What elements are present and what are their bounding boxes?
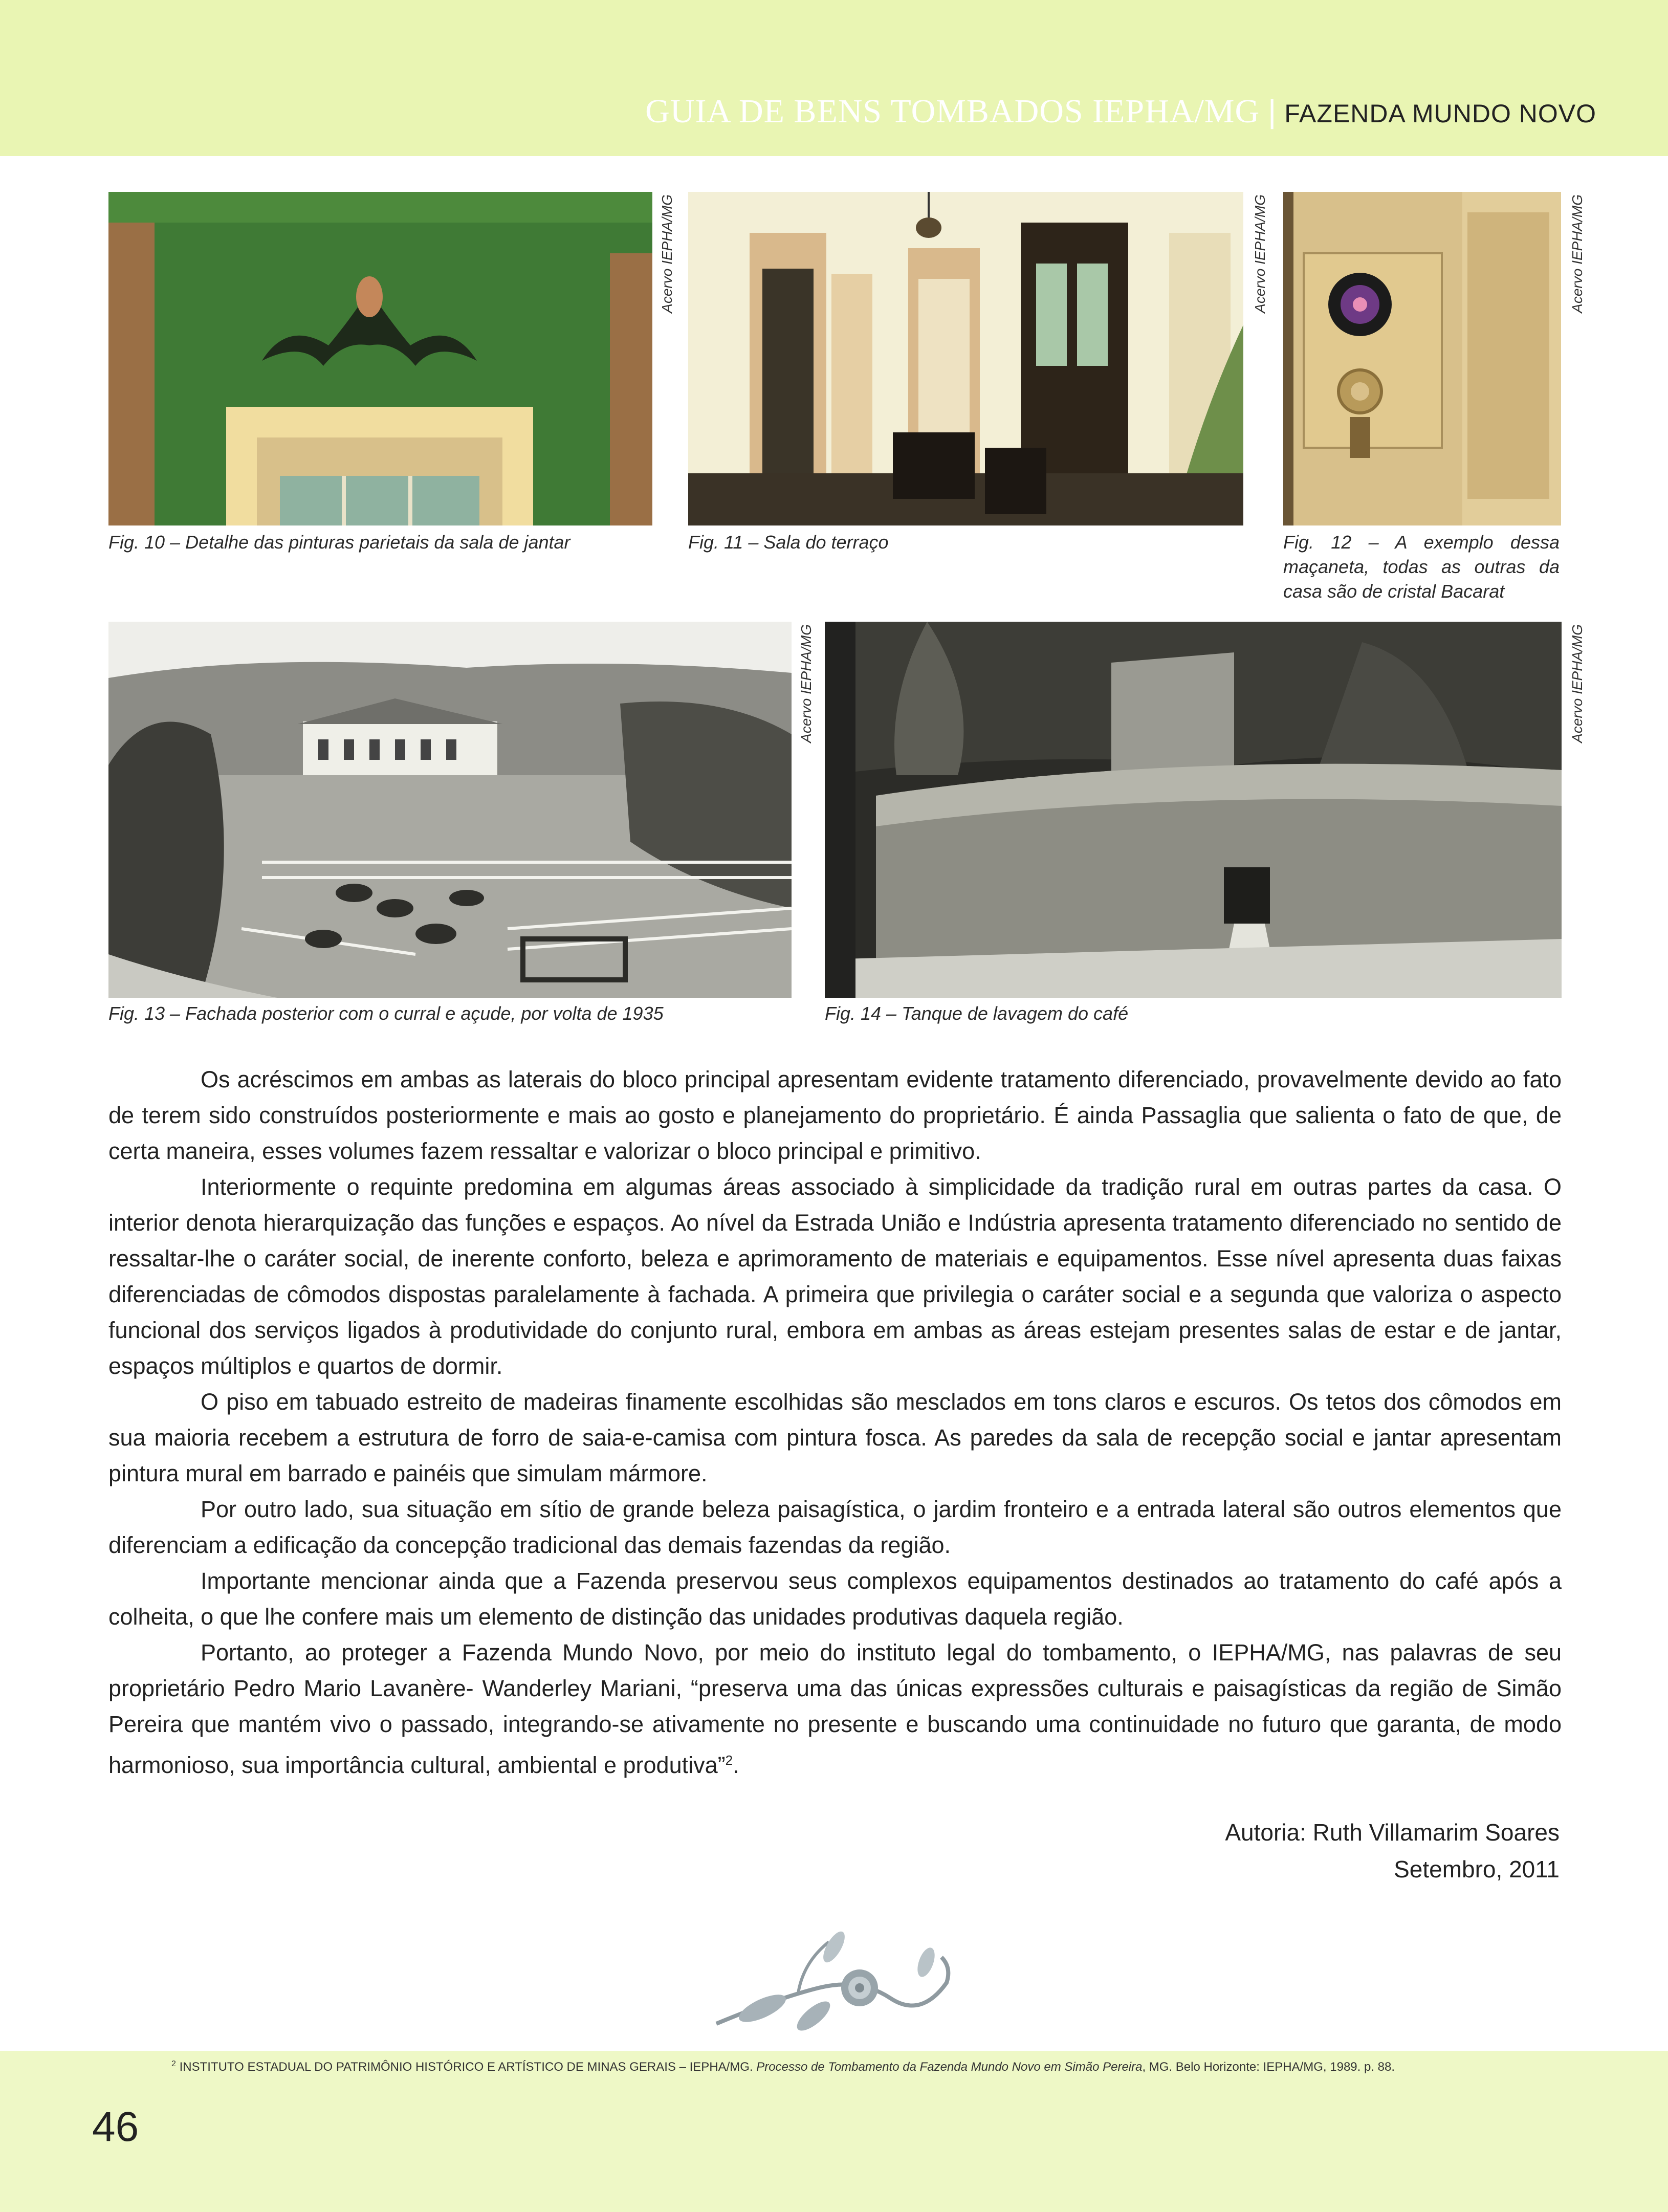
paragraph-text: Portanto, ao proteger a Fazenda Mundo Novo, por meio do instituto legal do tombamento, o IEPHA/MG, nas palavras de seu proprietário Pedro Mario Lavanère- Wanderley Mariani, “preserva uma das únicas expressões culturais e paisagísticas da região de Simão Pereira que mantém vivo o passado, integrando-se ativamente no presente e buscando uma continuidade no futuro que garanta, de modo harmonioso, sua importância cultural, ambiental e produtiva” [108, 1639, 1562, 1778]
figure-12-photo [1283, 192, 1561, 525]
paragraph: Os acréscimos em ambas as laterais do bloco principal apresentam evidente tratamento diferenciado, provavelmente devido ao fato de terem sido construídos posteriormente e mais ao gosto e planejamento do proprietário. É ainda Passaglia que salienta o fato de que, de certa maneira, esses volumes fazem ressaltar e valorizar o bloco principal e primitivo. [108, 1066, 1562, 1164]
figure-10-photo [108, 192, 652, 525]
header-separator: | [1268, 94, 1277, 129]
running-header [645, 92, 1596, 131]
figure-13-photo [108, 622, 792, 998]
figure-11-caption: Fig. 11 – Sala do terraço [688, 532, 889, 553]
footnote-text-b: , MG. Belo Horizonte: IEPHA/MG, 1989. p. 88. [1142, 2060, 1395, 2074]
footnote-number: 2 [171, 2060, 176, 2068]
header-title: FAZENDA MUNDO NOVO [1284, 99, 1596, 128]
paragraph: Interiormente o requinte predomina em algumas áreas associado à simplicidade da tradição rural em outras partes da casa. O interior denota hierarquização das funções e espaços. Ao nível da Estrada União e Indústria apresenta tratamento diferenciado no sentido de ressaltar-lhe o caráter social, de inerente conforto, beleza e aprimoramento de materiais e equipamentos. Esse nível apresenta duas faixas diferenciadas de cômodos dispostas paralelamente à fachada. A primeira que privilegia o caráter social e a segunda que valoriza o aspecto funcional dos serviços ligados à produtividade do conjunto rural, embora em ambas as áreas estejam presentes salas de estar e de jantar, espaços múltiplos e quartos de dormir. [108, 1174, 1562, 1379]
header-series: GUIA DE BENS TOMBADOS IEPHA/MG [645, 93, 1260, 130]
figure-10-credit: Acervo IEPHA/MG [659, 194, 675, 313]
rose-ornament [706, 1921, 962, 2042]
figure-14-credit: Acervo IEPHA/MG [1569, 624, 1585, 743]
figure-12-credit: Acervo IEPHA/MG [1569, 194, 1585, 313]
paragraph-last: Portanto, ao proteger a Fazenda Mundo Novo, por meio do instituto legal do tombamento, o IEPHA/MG, nas palavras de seu proprietário Pedro Mario Lavanère- Wanderley Mariani, “preserva uma das únicas expressões culturais e paisagísticas da região de Simão Pereira que mantém vivo o passado, integrando-se ativamente no presente e buscando uma continuidade no futuro que garanta, de modo harmonioso, sua importância cultural, ambiental e produtiva”$^2$. [108, 1639, 1562, 1778]
footnote-title: Processo de Tombamento da Fazenda Mundo Novo em Simão Pereira [756, 2060, 1143, 2074]
figure-11-credit: Acervo IEPHA/MG [1252, 194, 1268, 313]
page-number: 46 [92, 2104, 139, 2150]
authorship-block [1225, 1814, 1560, 1888]
figure-10-caption: Fig. 10 – Detalhe das pinturas parietais da sala de jantar [108, 532, 570, 553]
paragraph: O piso em tabuado estreito de madeiras finamente escolhidas são mesclados em tons claros e escuros. Os tetos dos cômodos em sua maioria recebem a estrutura de forro de saia-e-camisa com pintura fosca. As paredes da sala de recepção social e jantar apresentam pintura mural em barrado e painéis que simulam mármore. [108, 1389, 1562, 1486]
footer-band [0, 2051, 1668, 2212]
header-band [0, 0, 1668, 156]
paragraph: Importante mencionar ainda que a Fazenda preservou seus complexos equipamentos destinados ao tratamento do café após a colheita, o que lhe confere mais um elemento de distinção das unidades produtivas daquela região. [108, 1568, 1562, 1630]
date-line: Setembro, 2011 [1394, 1856, 1560, 1882]
figure-13-credit: Acervo IEPHA/MG [798, 624, 814, 743]
figure-13-caption: Fig. 13 – Fachada posterior com o curral e açude, por volta de 1935 [108, 1003, 664, 1024]
paragraph: Por outro lado, sua situação em sítio de grande beleza paisagística, o jardim fronteiro e a entrada lateral são outros elementos que diferenciam a edificação da concepção tradicional das demais fazendas da região. [108, 1496, 1562, 1558]
figure-14-photo [825, 622, 1562, 998]
figure-14-caption: Fig. 14 – Tanque de lavagem do café [825, 1003, 1129, 1024]
figure-12-caption: Fig. 12 – A exemplo dessa maçaneta, todas as outras da casa são de cristal Bacarat [1283, 532, 1560, 602]
footnote-reference: 2 [725, 1753, 733, 1768]
author-line: Autoria: Ruth Villamarim Soares [1225, 1819, 1560, 1846]
figure-11-photo [688, 192, 1243, 525]
footnote-text-a: INSTITUTO ESTADUAL DO PATRIMÔNIO HISTÓRICO E ARTÍSTICO DE MINAS GERAIS – IEPHA/MG. [175, 2060, 757, 2074]
article-body [108, 1062, 1562, 1783]
footnote [171, 2060, 1604, 2074]
